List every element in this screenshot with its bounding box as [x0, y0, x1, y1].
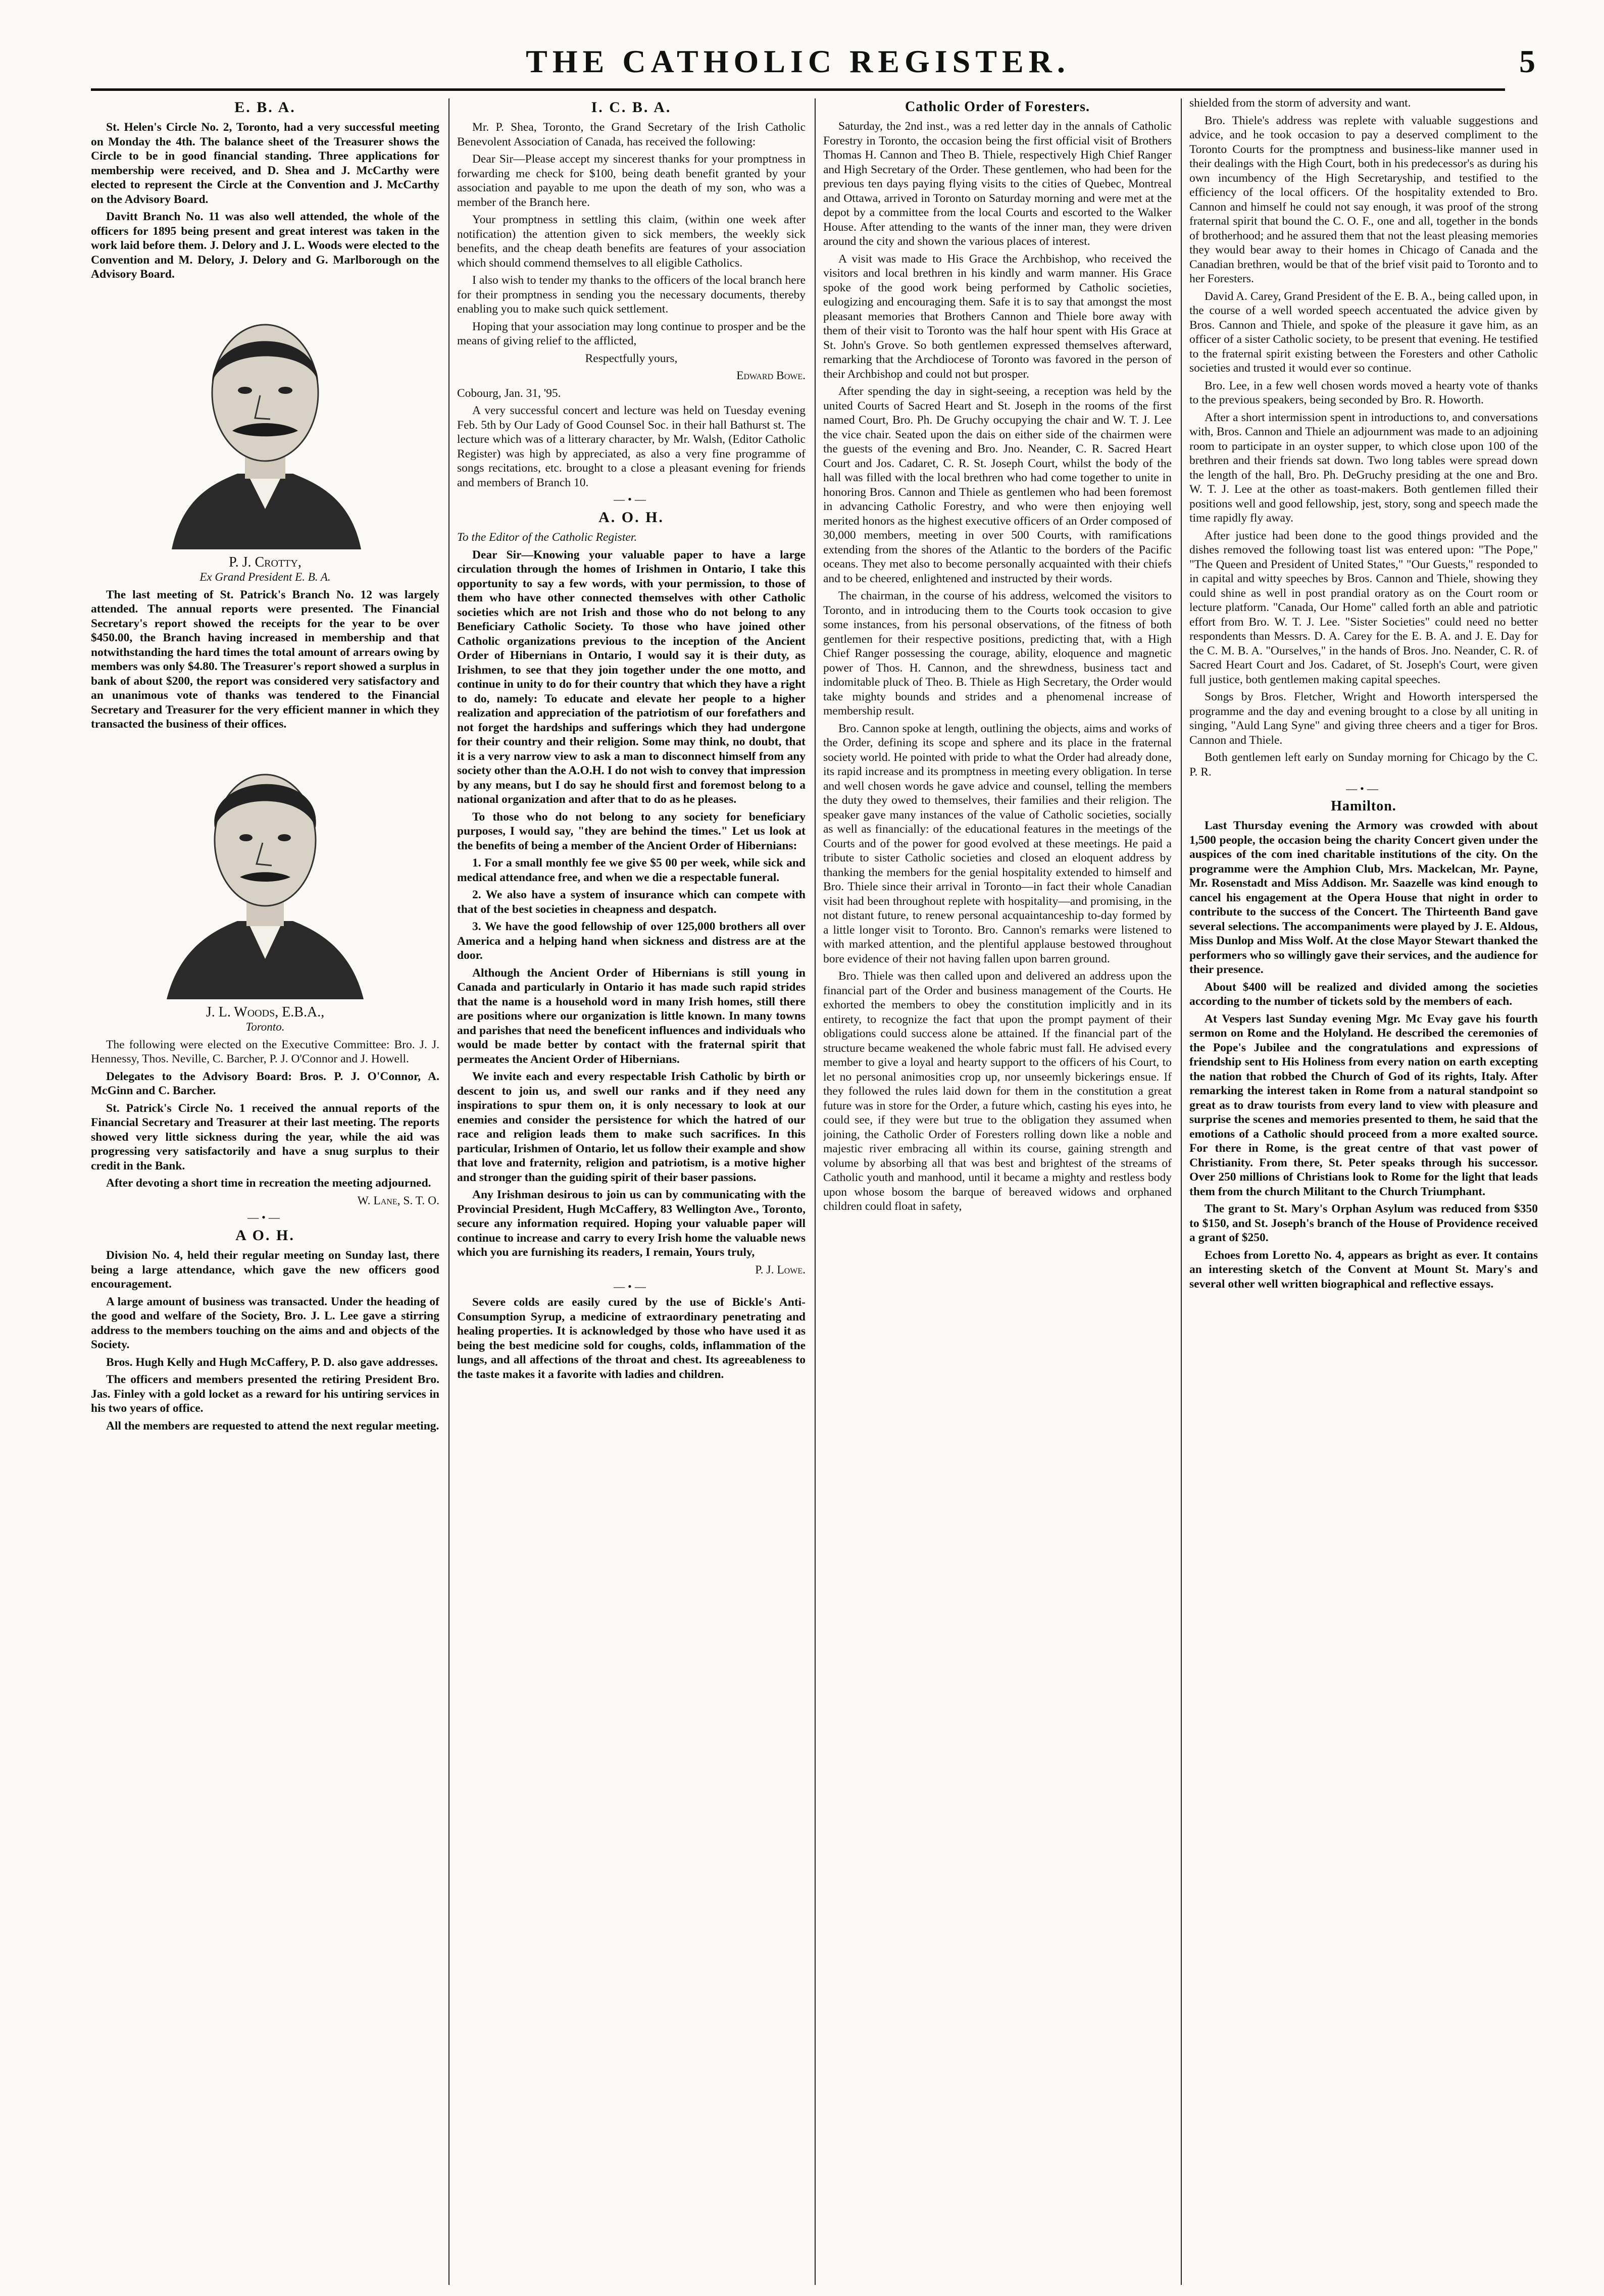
article-paragraph: The grant to St. Mary's Orphan Asylum was reduced from $350 to $150, and St. Joseph's branch of the House of Providence received a grant of $250. [1189, 1202, 1538, 1244]
article-paragraph: After devoting a short time in recreation the meeting adjourned. [106, 1177, 431, 1190]
article-paragraph: To those who do not belong to any society for beneficiary purposes, I would say, "they are behind the times." Let us look at the benefits of being a member of the Ancient Order of Hibernians: [457, 810, 806, 852]
article-paragraph: David A. Carey, Grand President of the E. B. A., being called upon, in the course of a well worded speech accentuated the advice given by Bros. Cannon and Thiele, and spoke of the pleasure it gave him, as an officer of a sister Catholic society, to be present that evening. He testified to the fraternal spirit existing between the Foresters and other Catholic societies and trusted it would ever so continue. [1189, 289, 1538, 375]
article-paragraph: Saturday, the 2nd inst., was a red letter day in the annals of Catholic Forestry in Toronto, the occasion being the first official visit of Brothers Thomas H. Cannon and Theo B. Thiele, respectively High Chief Ranger and High Secretary of the Order. These gentlemen, who had been for the previous ten days paying flying visits to the cities of Quebec, Montreal and Ottawa, arrived in Toronto on Saturday morning and were met at the depot by a committee from the local Courts and escorted to the Walker House. After attending to the wants of the inner man, they were driven around the city and shown the various places of interest. [823, 120, 1172, 248]
article-paragraph: Davitt Branch No. 11 was also well attended, the whole of the officers for 1895 being present and great interest was taken in the work laid before them. J. Delory and J. L. Woods were elected to the Convention and M. Delory, J. Delory and G. Marlborough on the Advisory Board. [91, 210, 439, 281]
article-paragraph: Dear Sir—Please accept my sincerest thanks for your promptness in forwarding me check for $100, being death benefit granted by your association and payable to me upon the death of my son, who was a member of the Branch here. [457, 152, 806, 209]
section-heading-aoh: A. O. H. [598, 509, 664, 526]
masthead-rule [91, 88, 1505, 91]
article-paragraph: We invite each and every respectable Irish Catholic by birth or descent to join us, and swell our ranks and if they need any inspirations to spur them on, it is only necessary to look at our enemies and consider the persistence for which the hatred of our race and religion leads them to make such sacrifices. In this particular, Irishmen of Ontario, let us follow their example and show that love and fraternity, religion and patriotism, is a motive higher and stronger than the guiding spirit of their baser passions. [457, 1070, 806, 1184]
article-paragraph: Echoes from Loretto No. 4, appears as bright as ever. It contains an interesting sketch of the Convent at Mount St. Mary's and several other well written biographical and reflective essays. [1189, 1248, 1538, 1291]
dateline: Cobourg, Jan. 31, '95. [457, 386, 561, 400]
newspaper-title: THE CATHOLIC REGISTER. [526, 43, 1070, 79]
article-paragraph: The chairman, in the course of his address, welcomed the visitors to Toronto, and in introducing them to the Courts took occasion to give some instances, from his personal observations, of the fitness of both gentlemen for their respective positions, predicting that, with a High Chief Ranger possessing the courage, ability, eloquence and magnetic power of Thos. H. Cannon, and the shrewdness, business tact and indomitable pluck of Theo. B. Thiele as High Secretary, the Order would take mighty bounds and strides and a phenomenal increase of membership result. [823, 589, 1172, 718]
article-paragraph: A large amount of business was transacted. Under the heading of the good and welfare of the Society, Bro. J. L. Lee gave a stirring address to the members touching on the aims and and objects of the Society. [91, 1295, 439, 1351]
portrait-caption: P. J. Crotty, [229, 554, 302, 570]
article-paragraph: I also wish to tender my thanks to the officers of the local branch here for their promptness in sending you the necessary documents, thereby enabling you to make such quick settlement. [457, 274, 806, 316]
section-divider: —•— [614, 493, 649, 505]
article-paragraph: Your promptness in settling this claim, (within one week after notification) the attention given to sick members, the weekly sick benefits, and the cheap death benefits are features of your association which should commend themselves to all eligible Catholics. [457, 213, 806, 270]
article-paragraph: Bros. Hugh Kelly and Hugh McCaffery, P. D. also gave addresses. [106, 1355, 438, 1369]
column-rule [1181, 98, 1182, 2285]
advertisement-paragraph: Severe colds are easily cured by the use of Bickle's Anti-Consumption Syrup, a medicine of extraordinary penetrating and healing properties. It is acknowledged by those who have used it as being the best medicine sold for coughs, colds, inflammation of the lungs, and all affections of the throat and chest. Its agreeableness to the taste makes it a favorite with ladies and children. [457, 1296, 806, 1381]
article-paragraph: St. Helen's Circle No. 2, Toronto, had a very successful meeting on Monday the 4th. The balance sheet of the Treasurer shows the Circle to be in good financial standing. Three applications for membership were received, and D. Shea and J. McCarthy were elected to represent the Circle at the Convention and J. McCarthy on the Advisory Board. [91, 121, 439, 206]
article-paragraph: Hoping that your association may long continue to prosper and be the means of giving relief to the afflicted, [457, 320, 806, 347]
column-rule [448, 98, 449, 2285]
section-divider: —•— [1346, 782, 1381, 795]
portrait-woods [152, 737, 379, 999]
column-4 [1189, 96, 1538, 2287]
article-paragraph: Dear Sir—Knowing your valuable paper to have a large circulation through the homes of Irishmen in Ontario, I take this opportunity to say a few words, with your permission, to those of them who have other connected themselves with other Catholic societies which are not Irish and those who do not belong to any Beneficiary Catholic Society. To those who have joined other Catholic organizations previous to the inception of the Ancient Order of Hibernians in Ontario, I would say it is their duty, as Irishmen, to see that they join together under the one motto, and continue in unity to do for their country that which they have a right to do, namely: To educate and elevate her people to a higher realization and appreciation of the patriotism of our forefathers and not forget the hardships and sufferings which they had undergone for their country and their religion. Some may think, no doubt, that it is a very narrow view to ask a man to disconnect himself from any society other than the A.O.H. I do not wish to convey that impression by any means, but I do say he should first and foremost belong to a national organization and after that to do as he pleases. [457, 548, 806, 806]
article-paragraph: Mr. P. Shea, Toronto, the Grand Secretary of the Irish Catholic Benevolent Association of Canada, has received the following: [457, 121, 806, 148]
portrait-caption: J. L. Woods, E.B.A., [206, 1004, 325, 1020]
article-paragraph: Although the Ancient Order of Hibernians is still young in Canada and particularly in Ontario it has made such rapid strides that the name is a household word in many Irish homes, still there are positions where our organization is little known. In many towns and parishes that need the beneficent influences and individuals who would be made better by contact with the fraternal spirit that permeates the Ancient Order of Hibernians. [457, 966, 806, 1066]
article-paragraph: The last meeting of St. Patrick's Branch No. 12 was largely attended. The annual reports were presented. The Financial Secretary's report showed the receipts for the year to be over $450.00, the Branch having increased in membership and that notwithstanding the hard times the total amount of arrears owing by members was only $4.80. The Treasurer's report showed a surplus in bank of about $200, the report was considered very satisfactory and an unanimous vote of thanks was tendered to the Financial Secretary and Treasurer for the very efficient manner in which they transacted the business of their offices. [91, 588, 439, 731]
article-paragraph: St. Patrick's Circle No. 1 received the annual reports of the Financial Secretary and Treasurer at their last meeting. The reports showed very little sickness during the year, while the aid was progressing very satisfactorily and have a snug surplus to their credit in the Bank. [91, 1101, 439, 1172]
column-2 [457, 96, 806, 2287]
article-paragraph: After spending the day in sight-seeing, a reception was held by the united Courts of Sacred Heart and St. Joseph in the rooms of the first named Court, Bro. Ph. De Gruchy occupying the chair and W. T. J. Lee the vice chair. Seated upon the dais on either side of the chairmen were the guests of the evening and Bro. Jno. Neander, C. R. Sacred Heart Court and Jos. Cadaret, C. R. St. Joseph Court, whilst the body of the hall was filled with the local brethren who had come together to unite in honoring Bros. Cannon and Thiele as gentlemen who had been foremost in advancing Catholic Forestry, and who were then enjoying well merited honors as the highest executive officers of an Order composed of 30,000 members, meeting in over 500 Courts, with ramifications extending from the shores of the Atlantic to the borders of the Pacific oceans. They met also to become personally acquainted with their chiefs and to be cheered, enlightened and instructed by their words. [823, 385, 1172, 585]
article-paragraph: Songs by Bros. Fletcher, Wright and Howorth interspersed the programme and the day and evening brought to a close by all uniting in singing, "Auld Lang Syne" and giving three cheers and a tiger for Bros. Cannon and Thiele. [1189, 690, 1538, 747]
article-paragraph: About $400 will be realized and divided among the societies according to the number of tickets sold by the members of each. [1189, 980, 1538, 1008]
article-paragraph: 1. For a small monthly fee we give $5 00 per week, while sick and medical attendance free, and when we die a respectable funeral. [457, 856, 806, 884]
section-heading-cof: Catholic Order of Foresters. [905, 99, 1090, 115]
article-paragraph: A visit was made to His Grace the Archbishop, who received the visitors and local brethren in his kindly and warm manner. His Grace spoke of the good work being performed by Catholic societies, eulogizing and encouraging them. Safe it is to say that amongst the most pleasant memories that Brothers Cannon and Thiele bore away with them of their visit to Toronto was the half hour spent with His Grace at St. John's Grove. So both gentlemen expressed themselves afterward, remarking that the Archdiocese of Toronto was favored in the person of their Archbishop and could not but prosper. [823, 252, 1172, 381]
article-paragraph: Both gentlemen left early on Sunday morning for Chicago by the C. P. R. [1189, 751, 1538, 779]
page-number: 5 [1519, 43, 1535, 79]
article-paragraph: At Vespers last Sunday evening Mgr. Mc Evay gave his fourth sermon on Rome and the Holyland. He described the ceremonies of the Pope's Jubilee and the congratulations and expressions of friendship sent to His Holiness from every nation on earth excepting the nation that robbed the Church of God of its rights, Italy. After remarking the interest taken in Rome from a natural standpoint so great as to draw tourists from every land to view with pleasure and surprise the scenes and memories presented to them, he said that the emotions of a Catholic should proceed from a more exalted source. For there in Rome, is the great centre of that vast power of Christianity. From there, St. Peter speaks through his successor. Over 250 millions of Christians look to Rome for the light that leads them from the church Militant to the Church Triumphant. [1189, 1012, 1538, 1198]
article-paragraph: Bro. Lee, in a few well chosen words moved a hearty vote of thanks to the previous speakers, being seconded by Bro. R. Howorth. [1189, 379, 1538, 406]
article-paragraph: A very successful concert and lecture was held on Tuesday evening Feb. 5th by Our Lady of Good Counsel Soc. in their hall Bathurst st. The lecture which was of a litterary character, by Mr. Walsh, (Editor Catholic Register) was high by appreciated, as also a very fine programme of songs recitations, etc. brought to a close a pleasant evening for friends and members of Branch 10. [457, 404, 806, 489]
article-paragraph: 2. We also have a system of insurance which can compete with that of the best societies in cheapness and despatch. [457, 888, 806, 916]
column-1 [91, 96, 439, 2287]
article-paragraph: Delegates to the Advisory Board: Bros. P. J. O'Connor, A. McGinn and C. Barcher. [91, 1069, 439, 1097]
article-paragraph: Bro. Cannon spoke at length, outlining the objects, aims and works of the Order, defining its scope and sphere and its place in the fraternal society world. He pointed with pride to what the Order had already done, its rapid increase and its promptness in meeting every obligation. In terse and well chosen words he gave advice and counsel, telling the members the duty they owed to themselves, their families and their religion. The speaker gave many instances of the value of Catholic societies, socially as well as financially: of the educational features in the meetings of the Courts and of the power for good evolved at these meetings. He paid a tribute to sister Catholic societies and closed an eloquent address by thanking the members for the genial hospitality extended to himself and Bro. Thiele since their arrival in Toronto—in fact their whole Canadian visit had been throughout replete with hospitality—and promising, in the not distant future, to renew personal acquaintanceship to-day formed by a little longer visit to Toronto. Bro. Cannon's remarks were listened to with marked attention, and the plentiful applause bestowed throughout bore evidence of their not having fallen upon barren ground. [823, 722, 1172, 965]
section-heading-icba: I. C. B. A. [591, 99, 672, 116]
letter-salutation: To the Editor of the Catholic Register. [457, 531, 637, 544]
article-paragraph: 3. We have the good fellowship of over 125,000 brothers all over America and a helping hand when sickness and distress are at the door. [457, 920, 806, 962]
signature: Edward Bowe. [736, 369, 806, 382]
article-paragraph: The officers and members presented the retiring President Bro. Jas. Finley with a gold locket as a reward for his untiring services in his two years of office. [91, 1373, 439, 1415]
closing-line: Respectfully yours, [585, 351, 678, 365]
article-paragraph: Any Irishman desirous to join us can by communicating with the Provincial President, Hugh McCaffery, 83 Wellington Ave., Toronto, secure any information required. Hoping your valuable paper will continue to increase and carry to every Irish home the valuable news which you are furnishing its readers, I remain, Yours truly, [457, 1188, 806, 1259]
signature: W. Lane, S. T. O. [357, 1194, 439, 1207]
portrait-crotty [152, 287, 379, 549]
article-paragraph: After a short intermission spent in introductions to, and conversations with, Bros. Cannon and Thiele an adjournment was made to an adjoining room to participate in an oyster supper, to which close upon 100 of the brethren and their friends sat down. Two long tables were spread down the length of the hall, Bro. Ph. DeGruchy presiding at the one and Bro. W. T. J. Lee at the other as toast-makers. Both gentlemen filled their positions well and good fellowship, jest, story, song and speech made the time rapidly fly away. [1189, 411, 1538, 525]
section-heading-aoh: A O. H. [235, 1227, 295, 1244]
article-paragraph: Division No. 4, held their regular meeting on Sunday last, there being a large attendance, which gave the new officers good encouragement. [91, 1249, 439, 1291]
section-heading-eba: E. B. A. [234, 99, 296, 116]
article-paragraph: shielded from the storm of adversity and want. [1189, 96, 1411, 110]
section-divider: —•— [247, 1211, 283, 1223]
article-paragraph: Last Thursday evening the Armory was crowded with about 1,500 people, the occasion being the charity Concert given under the auspices of the com ined charitable institutions of the city. On the programme were the Amphion Club, Mrs. Mackelcan, Mr. Payne, Mr. Rosenstadt and Miss Addison. Mr. Saazelle was kind enough to cancel his engagement at the Opera House that night in order to contribute to the success of the Concert. The Thirteenth Band gave several selections. The accompaniments were played by J. E. Aldous, Miss Dunlop and Miss Wolf. At the close Mayor Stewart thanked the performers who so willingly gave their services, and the audience for their presence. [1189, 819, 1538, 976]
masthead [91, 43, 1535, 83]
portrait-caption-title: Ex Grand President E. B. A. [199, 570, 331, 583]
article-paragraph: After justice had been done to the good things provided and the dishes removed the following toast list was entered upon: "The Pope," "The Queen and President of United States," "Our Guests," responded to in capital and witty speeches by Bros. Cannon and Thiele, showing they could shine as well in post prandial oratory as on the Court room or lecture platform. "Canada, Our Home" called forth an able and patriotic effort from Bro. W. T. J. Lee. "Sister Societies" could need no better respondents than Messrs. D. A. Carey for the E. B. A. and J. E. Day for the C. M. B. A. "Ourselves," in the hands of Bros. Jno. Neander, C. R. of Sacred Heart Court and Jos. Cadaret, of St. Joseph's Court, were given full justice, both gentlemen making capital speeches. [1189, 529, 1538, 686]
column-rule [815, 98, 816, 2285]
column-3 [823, 96, 1172, 2287]
section-divider: —•— [614, 1280, 649, 1293]
portrait-caption-title: Toronto. [245, 1020, 285, 1033]
article-paragraph: The following were elected on the Executive Committee: Bro. J. J. Hennessy, Thos. Neville, C. Barcher, P. J. O'Connor and J. Howell. [91, 1038, 439, 1065]
article-paragraph: Bro. Thiele was then called upon and delivered an address upon the financial part of the Order and business management of the Courts. He exhorted the members to obey the constitution implicitly and in its entirety, to recognize the fact that upon the prompt payment of their obligations could success alone be attained. If the financial part of the structure became weakened the whole fabric must fall. He advised every member to give a loyal and hearty support to the officers of his Court, to let no personal animosities crop up, nor unseemly bickerings ensue. If they followed the rules laid down for them in the constitution a great future was in store for the Order, a future which, casting his eyes into, he could see, if they were but true to the obligation they assumed when joining, the Catholic Order of Foresters rolling down like a noble and majestic river embracing all within its course, gaining strength and volume by absorbing all that was best and brightest of the streams of Catholic youth and manhood, until it became a mighty and restless body upon whose bosom the barque of bereaved widows and orphaned children could float in safety, [823, 970, 1172, 1213]
signature: P. J. Lowe. [755, 1263, 806, 1277]
article-paragraph: Bro. Thiele's address was replete with valuable suggestions and advice, and he took occasion to pay a deserved compliment to the Toronto Courts for the promptness and business-like manner used in their dealings with the High Court, both in his predecessor's as during his own incumbency of the High Secretaryship, and testified to the efficiency of the local officers. Of the hospitality extended to Bro. Cannon and himself he could not say enough, it was proof of the strong fraternal spirit that bound the C. O. F., one and all, together in the bonds of brotherhood; and he assured them that not the least pleasing memories they would bear away to their homes in Chicago of Canada and the Canadian brethren, would be that of the brief visit paid to Toronto and to her Foresters. [1189, 114, 1538, 285]
article-paragraph: All the members are requested to attend the next regular meeting. [106, 1419, 439, 1433]
section-heading-hamilton: Hamilton. [1331, 798, 1396, 814]
